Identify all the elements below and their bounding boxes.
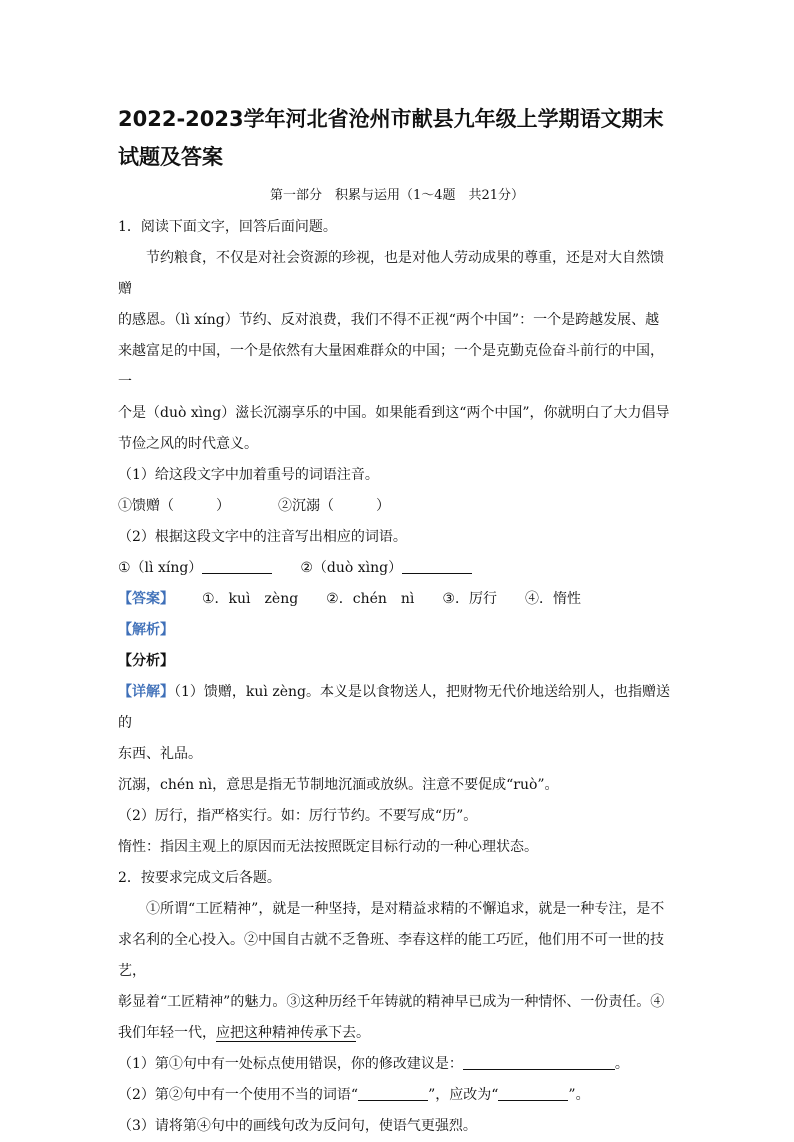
q2-sub2-text-b: ”，应改为“ [428, 1087, 499, 1103]
answer-blank [358, 1084, 428, 1101]
q2-passage-line-4-start: 我们年轻一代， [118, 1025, 216, 1041]
q2-sub2 [118, 1080, 676, 1111]
answer-blank [498, 1084, 568, 1101]
q2-passage-line-4-end: 。 [356, 1025, 370, 1041]
q2-passage-line-2: 求名利的全心投入。②中国自古就不乏鲁班、李春这样的能工巧匠，他们用不可一世的技艺， [118, 932, 664, 979]
q1-passage-line-1: 节约粮食，不仅是对社会资源的珍视，也是对他人劳动成果的尊重，还是对大自然馈赠 [118, 250, 664, 297]
fenxi-tag: 【分析】 [118, 653, 174, 669]
q2-sub1 [118, 1049, 676, 1080]
q1-passage-line-4: 个是（duò xìng）滋长沉溺享乐的中国。如果能看到这“两个中国”，你就明白了大力倡导 [118, 405, 670, 421]
q1-sub1-item-a: ①馈赠（ ） [118, 498, 230, 514]
q2-passage-line-3: 彰显着“工匠精神”的魅力。③这种历经千年铸就的精神早已成为一种情怀、一份责任。④ [118, 994, 665, 1010]
detail-line-4: （2）厉行，指严格实行。如：厉行节约。不要写成“历”。 [118, 808, 478, 824]
detail-line-5: 惰性：指因主观上的原因而无法按照既定目标行动的一种心理状态。 [118, 839, 538, 855]
q1-passage-line-2: 的感恩。（lì xíng）节约、反对浪费，我们不得不正视“两个中国”：一个是跨越发展、越 [118, 312, 660, 328]
answer-tag: 【答案】 [118, 591, 174, 607]
q1-sub1-items [118, 491, 676, 522]
detail-line-3: 沉溺，chén nì，意思是指无节制地沉湎或放纵。注意不要促成“ruò”。 [118, 777, 559, 793]
answer-item-4: ④．惰性 [524, 591, 581, 607]
q2-sub2-text-c: ”。 [568, 1087, 590, 1103]
fenxi-tag-line [118, 646, 676, 677]
detail-line-1 [118, 677, 676, 739]
question-1-stem: 1．阅读下面文字，回答后面问题。 [118, 219, 337, 235]
detail-tag: 【详解】 [118, 684, 174, 700]
answer-blank [463, 1053, 615, 1070]
underlined-sentence: 应把这种精神传承下去 [216, 1025, 356, 1041]
answer-blank [402, 557, 472, 574]
question-2-stem: 2．按要求完成文后各题。 [118, 870, 281, 886]
analysis-tag-line [118, 615, 676, 646]
q1-sub2-item-a: ①（lì xíng） [118, 560, 203, 576]
q2-passage-line-1: ①所谓“工匠精神”，就是一种坚持，是对精益求精的不懈追求，就是一种专注，是不 [146, 901, 665, 917]
document-page [118, 100, 676, 1142]
q1-sub2-item-b: ②（duò xìng） [300, 560, 403, 576]
q1-sub1-item-b: ②沉溺（ ） [278, 498, 390, 514]
q2-passage-line-4 [118, 1018, 676, 1049]
section-heading: 第一部分 积累与运用（1～4题 共21分） [269, 188, 525, 203]
answer-item-1: ①．kuì zèng [202, 591, 299, 607]
q2-sub1-text: （1）第①句中有一处标点使用错误，你的修改建议是： [118, 1056, 463, 1072]
q1-passage-line-5: 节俭之风的时代意义。 [118, 436, 258, 452]
q1-passage-line-3: 来越富足的中国，一个是依然有大量困难群众的中国；一个是克勤克俭奋斗前行的中国，一 [118, 343, 664, 390]
q1-sub2-items [118, 553, 676, 584]
q1-answer-line [118, 584, 676, 615]
analysis-tag: 【解析】 [118, 622, 174, 638]
q1-sub2-prompt: （2）根据这段文字中的注音写出相应的词语。 [118, 529, 407, 545]
page-title: 2022-2023学年河北省沧州市献县九年级上学期语文期末试题及答案 [118, 107, 664, 169]
q2-sub3: （3）请将第④句中的画线句改为反问句，使语气更强烈。 [118, 1118, 477, 1134]
q2-sub1-end: 。 [614, 1056, 629, 1072]
detail-line-2: 东西、礼品。 [118, 746, 202, 762]
answer-blank [202, 557, 272, 574]
q1-sub1-prompt: （1）给这段文字中加着重号的词语注音。 [118, 467, 379, 483]
q2-sub2-text-a: （2）第②句中有一个使用不当的词语“ [118, 1087, 359, 1103]
answer-item-3: ③．厉行 [442, 591, 497, 607]
answer-item-2: ②．chén nì [326, 591, 415, 607]
detail-text-1: （1）馈赠，kuì zèng。本义是以食物送人，把财物无代价地送给别人，也指赠送的 [118, 684, 670, 731]
